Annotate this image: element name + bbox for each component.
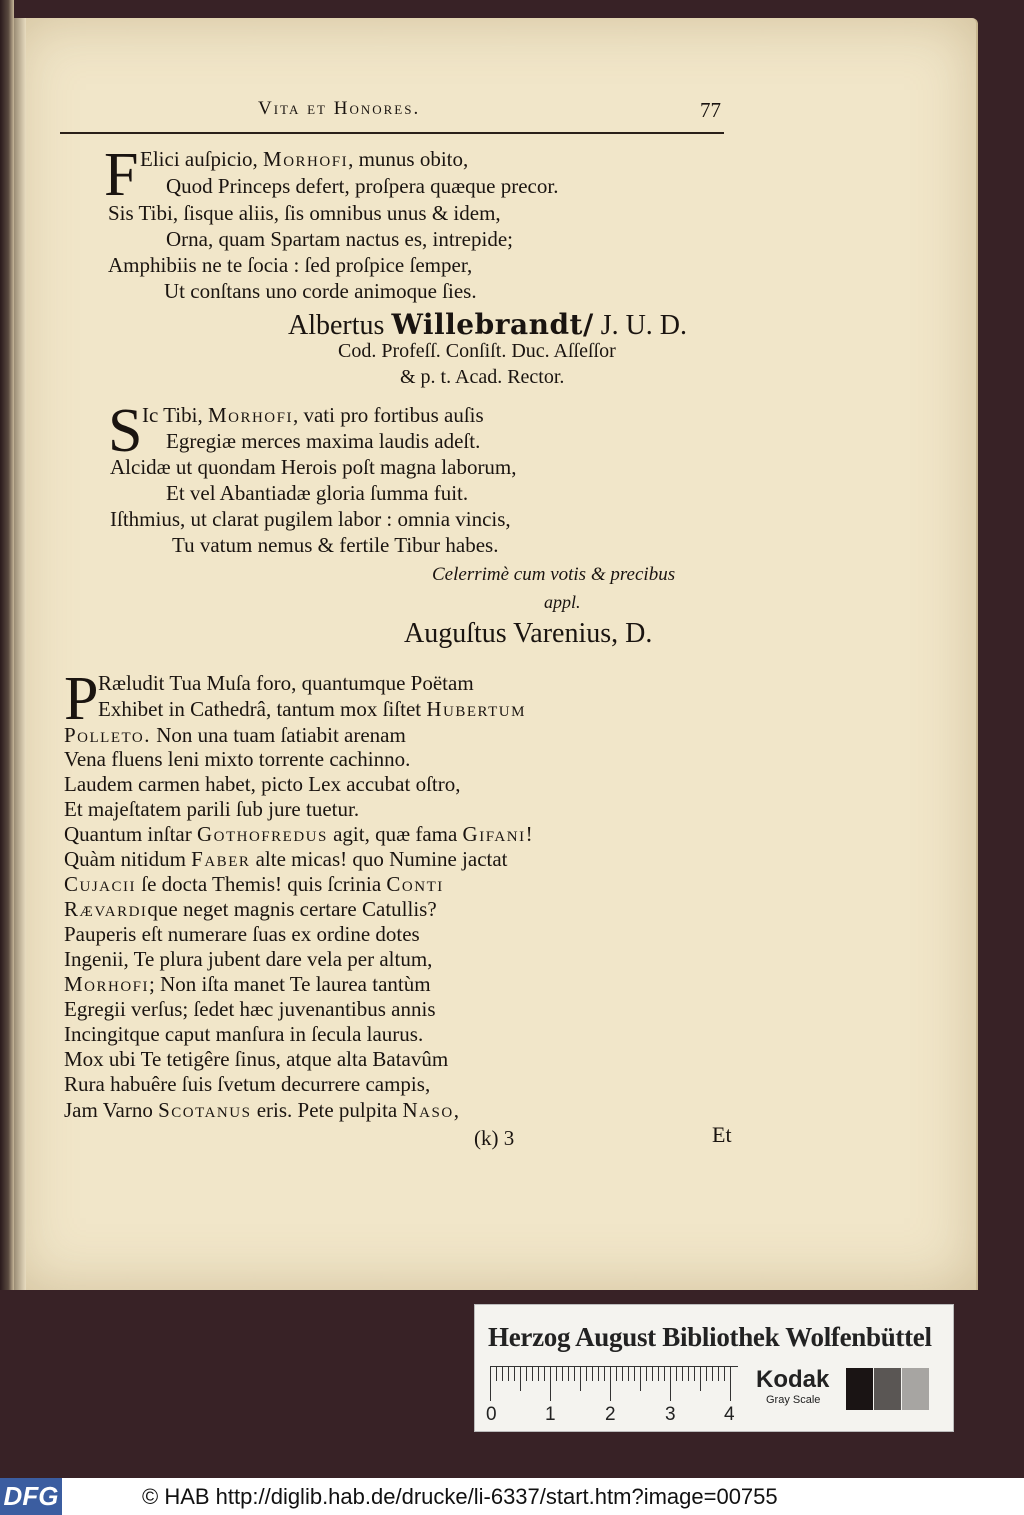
- signature2-wish: Celerrimè cum votis & precibus: [432, 564, 676, 585]
- page-number: 77: [700, 98, 721, 122]
- ruler-tick: [598, 1367, 599, 1381]
- ruler-tick: [502, 1367, 503, 1381]
- ruler-tick: [724, 1367, 725, 1381]
- signature-mark: (k) 3: [474, 1126, 515, 1150]
- running-head-title: Vita et Honores.: [258, 98, 421, 119]
- poem2-line-3: Alcidæ ut quondam Herois poſt magna laborum,: [110, 455, 517, 479]
- poem1-line-6: Ut conſtans uno corde animoque ſies.: [164, 279, 477, 303]
- ruler-tick: [682, 1367, 683, 1381]
- ruler-tick: [556, 1367, 557, 1381]
- ruler-tick: [604, 1367, 605, 1381]
- poem3-line-3: Polleto. Non una tuam ſatiabit arenam: [64, 723, 406, 747]
- ruler-tick: [592, 1367, 593, 1381]
- ruler-tick: [646, 1367, 647, 1381]
- kodak-subtitle: Gray Scale: [766, 1394, 821, 1406]
- catchword: Et: [712, 1122, 732, 1147]
- ruler-tick: [586, 1367, 587, 1381]
- poem3-line-14: Egregii verſus; ſedet hæc juvenantibus annis: [64, 997, 436, 1021]
- poem3-line-4: Vena fluens leni mixto torrente cachinno.: [64, 747, 411, 771]
- ruler-tick: [610, 1367, 611, 1401]
- ruler-tick: [670, 1367, 671, 1401]
- head-rule: [60, 132, 724, 134]
- ruler-tick: [514, 1367, 515, 1381]
- ruler-tick: [544, 1367, 545, 1381]
- poem1-line-2: Quod Princeps defert, proſpera quæque precor.: [166, 174, 559, 198]
- ruler-tick: [526, 1367, 527, 1381]
- poem3-line-12: Ingenii, Te plura jubent dare vela per altum,: [64, 947, 433, 971]
- ruler-tick: [580, 1367, 581, 1391]
- signature1-title: Cod. Profeſſ. Conſiſt. Duc. Aſſeſſor: [338, 340, 616, 362]
- ruler-tick: [688, 1367, 689, 1381]
- ruler-num-4: 4: [724, 1404, 735, 1425]
- poem3-line-13: Morhofi; Non iſta manet Te laurea tantùm: [64, 972, 431, 996]
- kodak-logo: Kodak: [756, 1366, 830, 1393]
- ruler-tick: [616, 1367, 617, 1381]
- ruler-tick: [706, 1367, 707, 1381]
- poem3-line-17: Rura habuêre ſuis ſvetum decurrere campis,: [64, 1072, 431, 1096]
- dropcap-s: S: [108, 397, 143, 465]
- poem3-line-8: Quàm nitidum Faber alte micas! quo Numine jactat: [64, 847, 508, 871]
- ruler-num-2: 2: [605, 1404, 616, 1425]
- ruler-tick: [676, 1367, 677, 1381]
- poem3-line-15: Incingitque caput manſura in ſecula laurus.: [64, 1022, 424, 1046]
- dropcap-f: F: [104, 141, 139, 209]
- library-name: Herzog August Bibliothek Wolfenbüttel: [488, 1322, 932, 1352]
- ruler-tick: [640, 1367, 641, 1391]
- signature2-name: Auguſtus Varenius, D.: [404, 618, 653, 649]
- ruler-tick: [574, 1367, 575, 1381]
- poem1-line-3: Sis Tibi, ſisque aliis, ſis omnibus unus & idem,: [108, 201, 501, 225]
- gray-swatch-dark: [874, 1368, 901, 1410]
- ruler-tick: [694, 1367, 695, 1381]
- ruler-tick: [664, 1367, 665, 1381]
- ruler-num-3: 3: [665, 1404, 676, 1425]
- ruler-tick: [550, 1367, 551, 1401]
- dropcap-p: P: [64, 665, 99, 733]
- ruler-tick: [658, 1367, 659, 1381]
- book-spine-edge: [0, 0, 14, 1290]
- poem3-line-11: Pauperis eſt numerare ſuas ex ordine dotes: [64, 922, 420, 946]
- poem3-line-18: Jam Varno Scotanus eris. Pete pulpita Naso,: [64, 1098, 459, 1122]
- ruler-tick: [538, 1367, 539, 1381]
- ruler-tick: [700, 1367, 701, 1391]
- signature1-name: Albertus Willebrandt/ J. U. D.: [288, 308, 688, 341]
- ruler-tick: [520, 1367, 521, 1391]
- ruler-tick: [730, 1367, 731, 1401]
- ruler-tick: [496, 1367, 497, 1381]
- ruler-tick: [490, 1367, 491, 1401]
- poem2-line-2: Egregiæ merces maxima laudis adeſt.: [166, 429, 481, 453]
- poem1-line-1: Elici auſpicio, Morhofi, munus obito,: [140, 147, 469, 171]
- poem2-line-5: Iſthmius, ut clarat pugilem labor : omnia vincis,: [110, 507, 511, 531]
- poem3-line-2: Exhibet in Cathedrâ, tantum mox ſiſtet Hubertum: [98, 697, 526, 721]
- page-gutter: [14, 18, 26, 1290]
- poem3-line-16: Mox ubi Te tetigêre ſinus, atque alta Batavûm: [64, 1047, 449, 1071]
- poem3-line-7: Quantum inſtar Gothofredus agit, quæ fama Gifani!: [64, 822, 533, 846]
- ruler-tick: [712, 1367, 713, 1381]
- poem2-line-4: Et vel Abantiadæ gloria ſumma fuit.: [166, 481, 469, 505]
- scale-ruler: [490, 1366, 738, 1403]
- poem1-line-4: Orna, quam Spartam nactus es, intrepide;: [166, 227, 513, 251]
- ruler-tick: [634, 1367, 635, 1381]
- poem2-line-1: Ic Tibi, Morhofi, vati pro fortibus auſis: [142, 403, 484, 427]
- copyright-credit: © HAB http://diglib.hab.de/drucke/li-6337/start.htm?image=00755: [142, 1484, 778, 1509]
- poem3-line-6: Et majeſtatem parili ſub jure tuetur.: [64, 797, 360, 821]
- dfg-logo: DFG: [0, 1478, 62, 1515]
- signature2-appl: appl.: [544, 592, 581, 612]
- signature1-rector: & p. t. Acad. Rector.: [400, 366, 565, 388]
- poem3-line-1: Ræludit Tua Muſa foro, quantumque Poëtam: [98, 671, 474, 695]
- ruler-tick: [628, 1367, 629, 1381]
- ruler-tick: [652, 1367, 653, 1381]
- ruler-tick: [568, 1367, 569, 1381]
- poem3-line-9: Cujacii ſe docta Themis! quis ſcrinia Conti: [64, 872, 444, 896]
- poem1-line-5: Amphibiis ne te ſocia : ſed proſpice ſemper,: [108, 253, 473, 277]
- ruler-tick: [718, 1367, 719, 1381]
- poem2-line-6: Tu vatum nemus & fertile Tibur habes.: [172, 533, 499, 557]
- ruler-tick: [532, 1367, 533, 1381]
- ruler-tick: [508, 1367, 509, 1381]
- gray-swatch-mid: [902, 1368, 929, 1410]
- ruler-num-1: 1: [545, 1404, 556, 1425]
- gray-swatch-black: [846, 1368, 873, 1410]
- poem3-line-5: Laudem carmen habet, picto Lex accubat oſtro,: [64, 772, 461, 796]
- ruler-tick: [622, 1367, 623, 1381]
- ruler-num-0: 0: [486, 1404, 497, 1425]
- ruler-tick: [562, 1367, 563, 1381]
- poem3-line-10: Rævardique neget magnis certare Catullis?: [64, 897, 437, 921]
